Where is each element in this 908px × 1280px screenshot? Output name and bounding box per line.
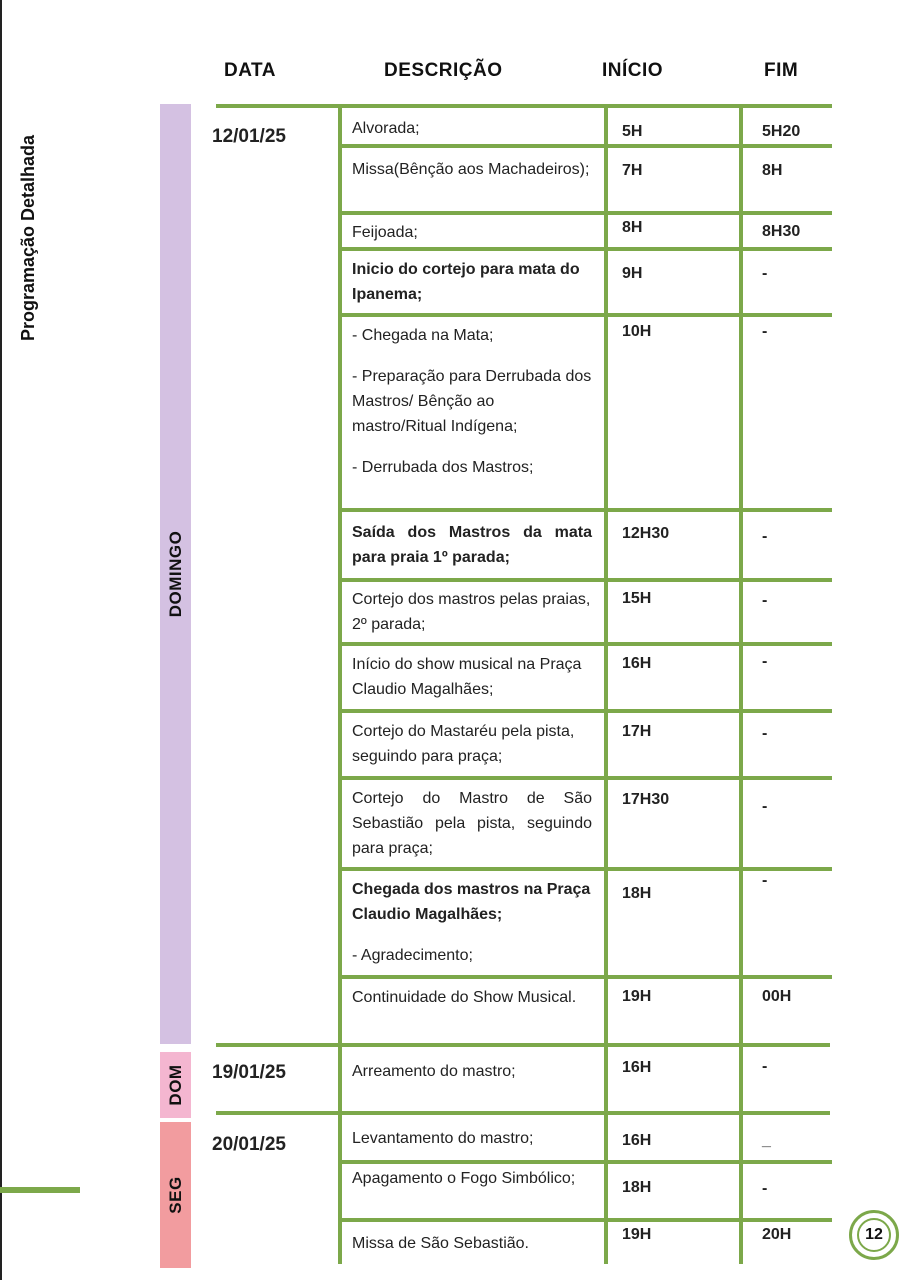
day-label-domingo: DOMINGO (165, 530, 185, 618)
event-end-time: - (762, 653, 768, 670)
event-start-time: 16H (622, 655, 652, 672)
header-start: INÍCIO (602, 60, 664, 81)
event-start-time: 17H (622, 723, 652, 740)
event-start-time: 8H (622, 219, 643, 236)
event-start-time: 16H (622, 1059, 652, 1076)
event-description-group (352, 877, 592, 968)
row-divider (216, 1111, 830, 1115)
day-band-dom (160, 1052, 191, 1118)
event-description: Cortejo do Mastro de São Sebastião pela pista, seguindo para praça; (352, 790, 592, 857)
event-description: Cortejo dos mastros pelas praias, 2º parada; (352, 591, 591, 633)
event-start-time: 18H (622, 885, 652, 902)
row-divider (338, 1218, 832, 1222)
event-start-time: 10H (622, 323, 652, 340)
event-description: - Chegada na Mata; (352, 327, 494, 344)
event-start-time: 9H (622, 265, 643, 282)
event-end-time: - (762, 592, 768, 609)
event-description: - Agradecimento; (352, 947, 473, 964)
event-end-time: 5H20 (762, 123, 801, 140)
event-description: Alvorada; (352, 120, 420, 137)
day-band-seg (160, 1122, 191, 1268)
row-divider (338, 776, 832, 780)
row-divider (338, 709, 832, 713)
event-description: Inicio do cortejo para mata do Ipanema; (352, 261, 580, 303)
day-label-dom: DOM (165, 1064, 185, 1106)
event-end-time: - (762, 528, 768, 545)
row-divider (338, 642, 832, 646)
row-divider (338, 508, 832, 512)
row-divider (338, 578, 832, 582)
row-divider (338, 975, 832, 979)
event-end-time: - (762, 872, 768, 889)
event-description: Início do show musical na Praça Claudio Magalhães; (352, 656, 582, 698)
event-description: Levantamento do mastro; (352, 1130, 534, 1147)
row-divider (338, 313, 832, 317)
row-divider (338, 247, 832, 251)
event-start-time: 5H (622, 123, 643, 140)
page-number-badge (849, 1210, 899, 1260)
event-start-time: 15H (622, 590, 652, 607)
decorative-green-bar (0, 1187, 80, 1193)
row-divider (216, 104, 832, 108)
event-end-time: 20H (762, 1226, 792, 1243)
event-description: - Preparação para Derrubada dos Mastros/ Bênção ao mastro/Ritual Indígena; (352, 368, 592, 435)
event-end-time: - (762, 798, 768, 815)
date-cell: 20/01/25 (212, 1134, 286, 1155)
event-start-time: 17H30 (622, 791, 670, 808)
event-end-time: - (762, 265, 768, 282)
event-description: Saída dos Mastros da mata para praia 1º parada; (352, 524, 592, 566)
header-end: FIM (764, 60, 799, 81)
event-start-time: 18H (622, 1179, 652, 1196)
day-label-seg: SEG (165, 1176, 185, 1214)
event-description: - Derrubada dos Mastros; (352, 459, 534, 476)
page-edge-line (0, 0, 2, 1280)
row-divider (338, 144, 832, 148)
event-end-time: - (762, 1058, 768, 1075)
event-description: Continuidade do Show Musical. (352, 989, 577, 1006)
event-start-time: 19H (622, 1226, 652, 1243)
date-cell: 12/01/25 (212, 126, 286, 147)
event-description: Cortejo do Mastaréu pela pista, seguindo para praça; (352, 723, 575, 765)
date-cell: 19/01/25 (212, 1062, 286, 1083)
event-description: Arreamento do mastro; (352, 1063, 516, 1080)
event-end-time: _ (762, 1132, 771, 1149)
event-start-time: 7H (622, 162, 643, 179)
event-end-time: 8H30 (762, 223, 801, 240)
side-title: Programação Detalhada (18, 134, 38, 342)
row-divider (216, 1043, 830, 1047)
row-divider (338, 211, 832, 215)
event-description: Missa(Bênção aos Machadeiros); (352, 161, 590, 178)
event-end-time: - (762, 323, 768, 340)
event-start-time: 12H30 (622, 525, 670, 542)
event-start-time: 19H (622, 988, 652, 1005)
event-description: Missa de São Sebastião. (352, 1235, 529, 1252)
column-divider (739, 106, 743, 1264)
page-number: 12 (857, 1218, 891, 1252)
event-end-time: - (762, 1180, 768, 1197)
event-description-group (352, 323, 592, 480)
event-end-time: 8H (762, 162, 783, 179)
column-divider (604, 106, 608, 1264)
row-divider (338, 1160, 832, 1164)
column-divider (338, 106, 342, 1264)
header-date: DATA (224, 60, 276, 81)
event-description: Apagamento o Fogo Simbólico; (352, 1170, 576, 1187)
header-description: DESCRIÇÃO (384, 60, 503, 81)
day-band-domingo (160, 104, 191, 1044)
event-end-time: - (762, 725, 768, 742)
event-description: Chegada dos mastros na Praça Claudio Magalhães; (352, 881, 591, 923)
event-end-time: 00H (762, 988, 792, 1005)
row-divider (338, 867, 832, 871)
event-start-time: 16H (622, 1132, 652, 1149)
event-description: Feijoada; (352, 224, 418, 241)
